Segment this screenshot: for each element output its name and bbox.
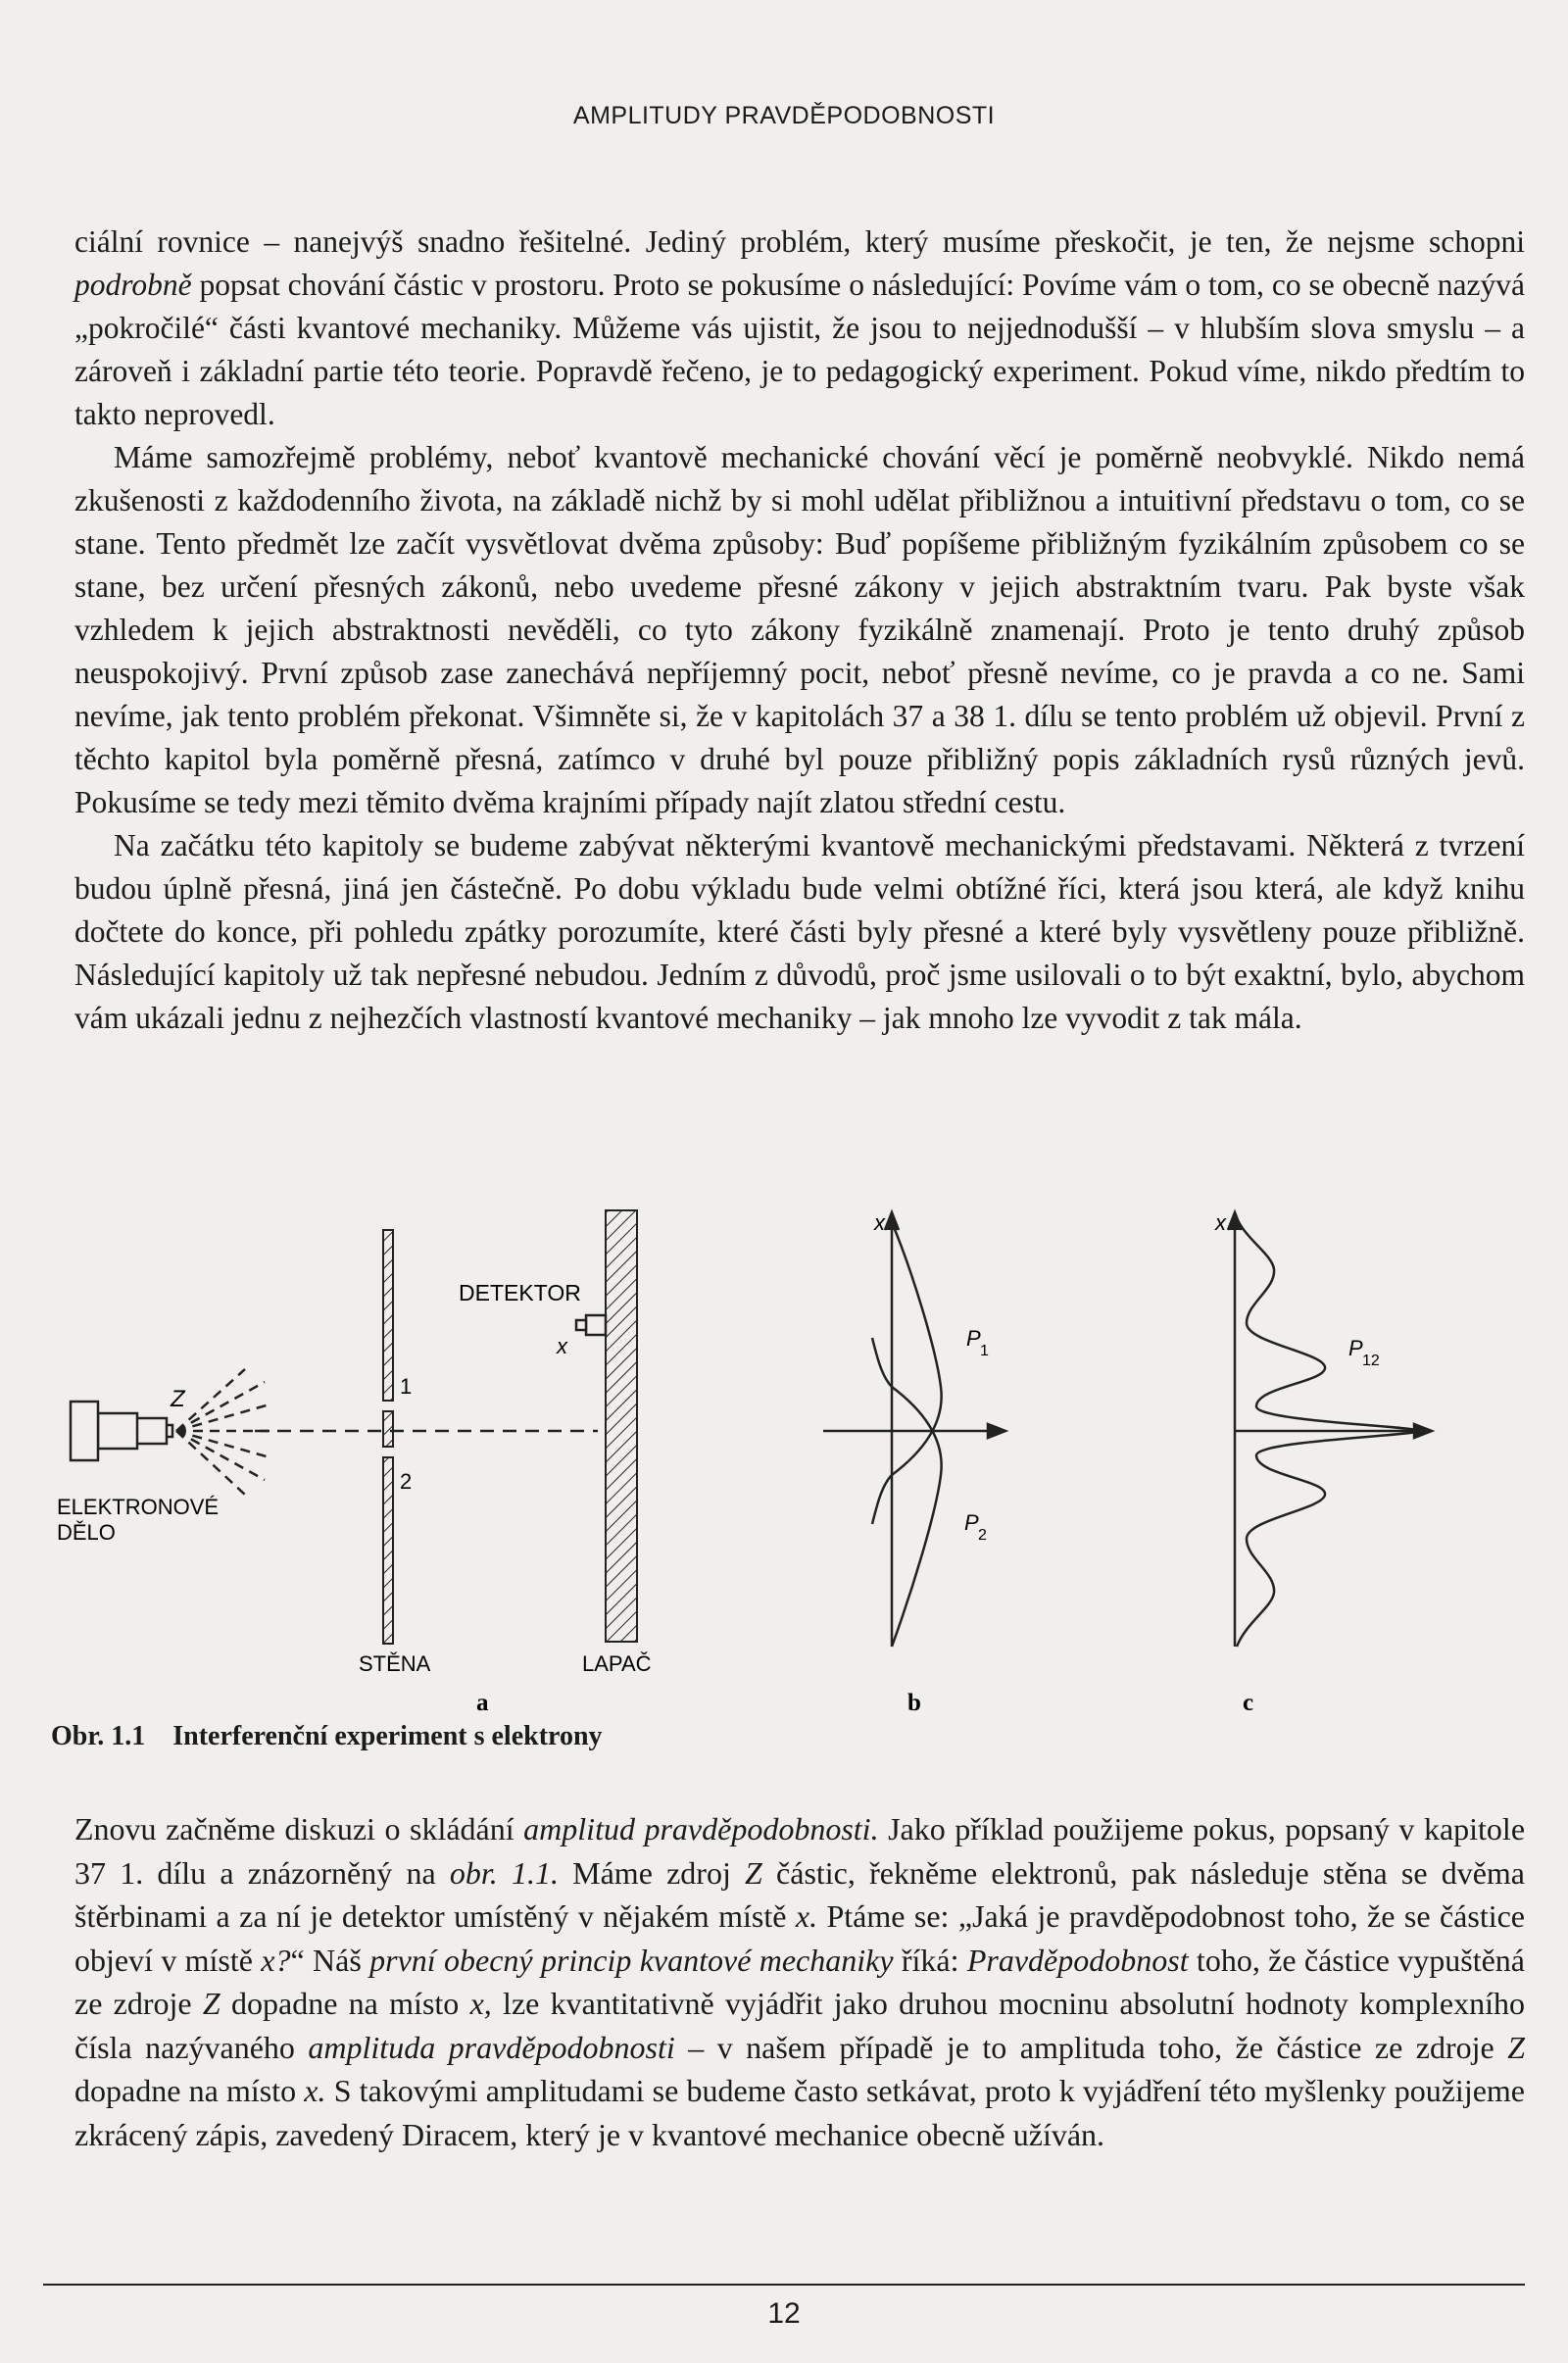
paragraph (74, 436, 1525, 824)
text-run: říká: (893, 1942, 967, 1978)
paragraph (74, 824, 1525, 1040)
gun-label: ELEKTRONOVÉ (57, 1495, 220, 1519)
text-run: Máme zdroj (558, 1854, 746, 1891)
italic-text: amplitud pravděpodobnosti. (523, 1811, 879, 1846)
panel-a-label: a (476, 1690, 489, 1716)
p12-label: P (1348, 1336, 1363, 1360)
slit-1-label: 1 (400, 1374, 413, 1399)
figure-caption (51, 1721, 603, 1752)
slit-2-label: 2 (400, 1469, 413, 1494)
text-run: Znovu začněme diskuzi o skládání (74, 1811, 524, 1846)
text-run: dopadne na místo (220, 1986, 470, 2021)
panel-b-x-label: x (874, 1210, 885, 1235)
running-head: AMPLITUDY PRAVDĚPODOBNOSTI (572, 102, 996, 129)
body-text-bottom (74, 1807, 1525, 2156)
italic-text: x, (469, 1986, 492, 2021)
caption-number: Obr. 1.1 (51, 1721, 146, 1751)
text-run: toho, že částice vypuštěná ze zdroje (74, 1942, 1525, 2021)
panel-b-plot (823, 1212, 1005, 1647)
text-run: Jako příklad použijeme pokus, popsaný v kapitole 37 1. dílu a znázorněný na (74, 1811, 1526, 1891)
curve-p12 (1237, 1218, 1421, 1647)
text-run: Máme samozřejmě problémy, neboť kvantově mechanické chování věcí je poměrně neobvyklé. Nikdo nemá zkušenosti z každodenního života, na základě nichž by si mohl udělat přibližnou a intuitivní představu o tom, co se stane. Tento předmět lze začít vysvětlovat dvěma způsoby: Buď popíšeme přibližným fyzikálním způsobem co se stane, bez určení přesných zákonů, nebo uvedeme přesné zákony v jejich abstraktním tvaru. Pak byste však vzhledem k jejich abstraktnosti nevěděli, co tyto zákony fyzikálně znamenají. Proto je tento druhý způsob neuspokojivý. První způsob zase zanechává nepříjemný pocit, neboť přesně nevíme, co je pravda a co ne. Sami nevíme, jak tento problém překonat. Všimněte si, že v kapitolách 37 a 38 1. dílu se tento problém už objevil. První z těchto kapitol byla poměrně přesná, zatímco v druhé byl pouze přibližný popis základních rysů různých jevů. Pokusíme se tedy mezi těmito dvěma krajními případy najít zlatou střední cestu. (74, 440, 1525, 819)
p12-subscript: 12 (1362, 1353, 1380, 1369)
italic-text: x. (304, 2073, 326, 2108)
italic-text: podrobně (74, 268, 192, 302)
panel-b-label: b (907, 1690, 921, 1716)
body-text-top (74, 221, 1525, 1040)
panel-c-plot (1228, 1212, 1432, 1647)
text-run: částic, řekněme elektronů, pak následuje stěna se dvěma štěrbinami a za ní je detektor umístěný v nějakém místě (74, 1854, 1526, 1934)
wall-with-slits (383, 1230, 393, 1644)
text-run: ciální rovnice – nanejvýš snadno řešitelné. Jediný problém, který musíme přeskočit, je ten, že nejsme schopni (74, 224, 1525, 259)
wall-label: STĚNA (359, 1651, 431, 1676)
paragraph (74, 221, 1525, 436)
italic-text: Z (745, 1854, 762, 1891)
panel-c-x-label: x (1215, 1210, 1226, 1235)
text-run: lze kvantitativně vyjádřit jako druhou mocninu absolutní hodnoty komplexního čísla nazývaného (74, 1986, 1526, 2065)
italic-text: x. (795, 1898, 818, 1934)
text-run: – v našem případě je to amplituda toho, že částice ze zdroje (674, 2029, 1508, 2065)
page-number: 12 (767, 2297, 801, 2330)
p1-label: P (966, 1326, 981, 1351)
gun-label-2: DĚLO (57, 1520, 116, 1545)
paragraph (74, 1807, 1525, 2156)
detector-label: DETEKTOR (459, 1280, 581, 1305)
detector-x-label: x (557, 1334, 567, 1358)
footer-rule (43, 2284, 1525, 2286)
figure-interference-experiment (49, 1201, 1539, 1779)
text-run: Ptáme se: „Jaká je pravděpodobnost toho, že se částice objeví v místě (74, 1898, 1526, 1978)
italic-text: Z (1507, 2029, 1526, 2065)
source-label: Z (171, 1386, 185, 1412)
text-run: “ Náš (290, 1942, 370, 1978)
caption-text: Interferenční experiment s elektrony (172, 1721, 603, 1751)
italic-text: x? (261, 1942, 291, 1978)
text-run: popsat chování částic v prostoru. Proto se pokusíme o následující: Povíme vám o tom, co se obecně nazývá „pokročilé“ části kvantové mechaniky. Můžeme vás ujistit, že jsou to nejjednodušší – v hlubším slova smyslu – a zároveň i základní partie této teorie. Popravdě řečeno, je to pedagogický experiment. Pokud víme, nikdo předtím to takto neprovedl. (74, 268, 1525, 431)
detector (576, 1315, 606, 1335)
p1-subscript: 1 (980, 1343, 989, 1359)
electron-gun (71, 1402, 172, 1460)
italic-text: Pravděpodobnost (966, 1942, 1189, 1978)
p2-subscript: 2 (978, 1527, 987, 1544)
italic-text: amplituda pravděpodobnosti (308, 2029, 675, 2065)
italic-text: první obecný princip kvantové mechaniky (369, 1942, 894, 1978)
figure-diagram (49, 1201, 1539, 1730)
text-run: Na začátku této kapitoly se budeme zabývat některými kvantově mechanickými představami. Některá z tvrzení budou úplně přesná, jiná jen částečně. Po dobu výkladu bude velmi obtížné říci, která jsou která, ale když knihu dočtete do konce, při pohledu zpátky porozumíte, které části byly přesné a které byly vysvětleny pouze přibližně. Následující kapitoly už tak nepřesné nebudou. Jedním z důvodů, proč jsme usilovali o to být exaktní, bylo, abychom vám ukázali jednu z nejhezčích vlastností kvantové mechaniky – jak mnoho lze vyvodit z tak mála. (74, 828, 1525, 1035)
text-run: S takovými amplitudami se budeme často setkávat, proto k vyjádření této myšlenky použijeme zkrácený zápis, zavedený Diracem, který je v kvantové mechanice obecně užíván. (74, 2073, 1525, 2152)
text-run: dopadne na místo (74, 2073, 305, 2108)
p2-label: P (964, 1510, 979, 1535)
backstop-label: LAPAČ (582, 1651, 652, 1676)
panel-c-label: c (1243, 1690, 1254, 1716)
italic-text: obr. 1.1. (449, 1854, 559, 1891)
backstop (606, 1210, 637, 1642)
italic-text: Z (202, 1986, 220, 2021)
